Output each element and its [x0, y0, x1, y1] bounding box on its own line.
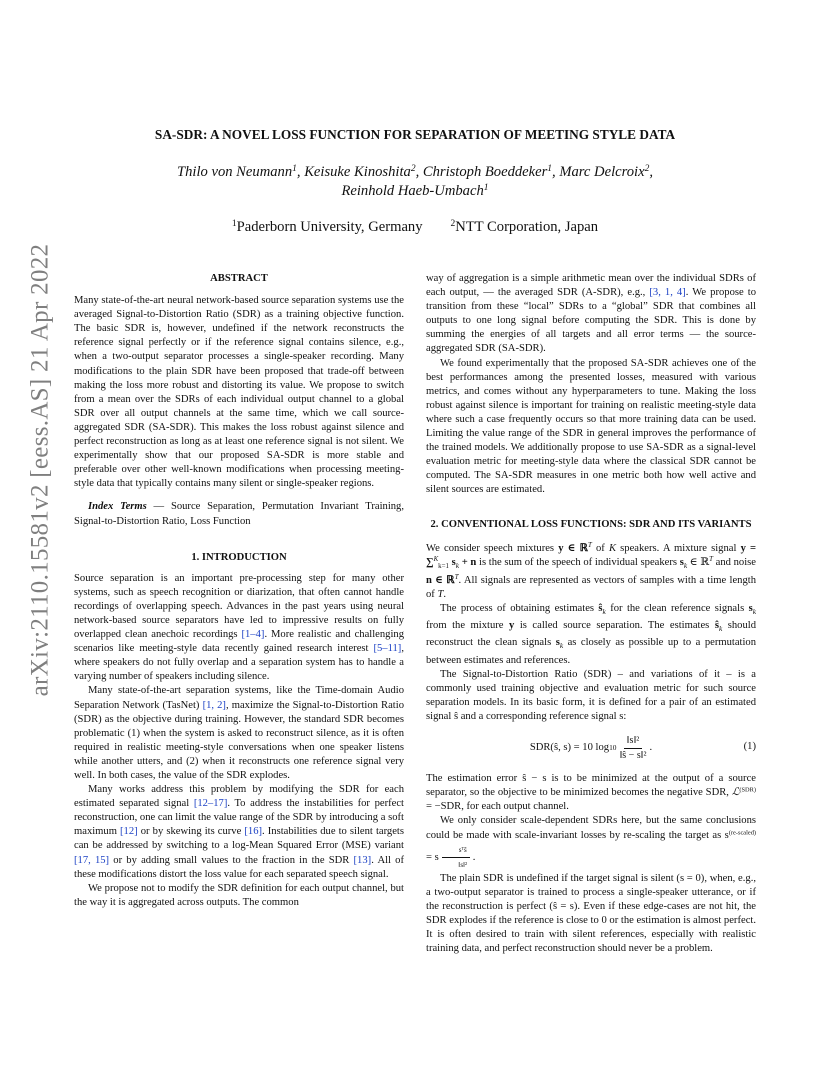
equation-lhs: SDR(ŝ, s) = 10 log — [529, 742, 610, 754]
affil-sup: 1 — [547, 163, 553, 174]
author-name: , Keisuke Kinoshita — [296, 164, 411, 180]
citation-link[interactable]: [5–11] — [373, 643, 402, 655]
affil-sup: 1 — [292, 163, 297, 174]
author-name: Reinhold Haeb-Umbach — [341, 183, 484, 199]
citation-link[interactable]: [17, 15] — [74, 854, 110, 866]
abstract-heading: ABSTRACT — [210, 273, 268, 284]
intro-heading: 1. INTRODUCTION — [191, 551, 287, 563]
affil-sup: 2 — [410, 163, 416, 174]
author-name: Thilo von Neumann — [177, 164, 293, 180]
affiliation-2: NTT Corporation, Japan — [455, 219, 599, 235]
left-column — [74, 272, 404, 910]
abstract-text: Many state-of-the-art neural network-based source separation systems use the averaged Signal-to-Distortion Ratio (SDR) as a training objective function. The basic SDR is, however, undefined if the network reconstructs the reference signal perfectly or if the reference signal contains silence, e.g., when a two-output separator processes a single-speaker recording. Many modifications to the plain SDR have been proposed that trade-off between making the loss more robust and distorting its value. We propose to switch from a mean over the SDRs of each individual output channel to a global SDR over all output channels at the same time, which we call source-aggregated SDR (SA-SDR). This makes the loss robust against silence and perfect reconstruction as long as at least one reference signal is not silent. We experimentally show that our proposed SA-SDR is more stable and preferable over other well-known modifications when processing meeting-style data that typically contains many silent or single-speaker regions. — [74, 295, 404, 490]
equation-number: (1) — [743, 741, 756, 753]
paper-title: SA-SDR: A NOVEL LOSS FUNCTION FOR SEPARATION OF MEETING STYLE DATA — [154, 127, 676, 142]
log-base: 10 — [609, 743, 617, 753]
citation-link[interactable]: [12–17] — [193, 798, 228, 810]
body-paragraph: The process of obtaining estimates $ŝ_k$ for the clean reference signals $s_k$ from the mixture y is called source separation. The estimates $ŝ_k$ should reconstruct the clean signals $s_k$ as closely as possible up to a permutation between estimates and references. — [426, 603, 757, 666]
affiliation-1: Paderborn University, Germany — [236, 219, 423, 235]
body-paragraph: The plain SDR is undefined if the target signal is silent (s = 0), when, e.g., a two-output separator is trained to process a single-speaker utterance, or if the reconstruction is perfect (ŝ = s). Even if these edge-cases are not hit, the SDR explodes if the reference is close to 0 or the estimation is almost perfect. It is often desired to train with silent references, especially with realistic training data, and perfect reconstruction should never be a problem. — [426, 872, 756, 955]
intro-paragraph: Many state-of-the-art separation systems, like the Time-domain Audio Separation Network (TasNet) [1, 2], maximize the Signal-to-Distortion Ratio (SDR) as the objective during training. However, the standard SDR becomes problematic (1) when the system is asked to reconstruct silence, as it is often required in realistic meeting-style conversations when one speaker listens while another utters, and (2) when it reconstructs one reference signal very well. In both cases, the value of the SDR explodes. — [74, 685, 404, 781]
author-sep: , — [649, 164, 653, 180]
intro-paragraph: Many works address this problem by modifying the SDR for each estimated separated signal [12–17]. To address the instabilities for perfect reconstruction, one can limit the value range of the SDR by introducing a soft maximum [12] or by skewing its curve [16]. Instabilities due to silent targets can be addressed by switching to a log-Mean Squared Error (MSE) variant [17, 15] or by adding small values to the fraction in the SDR [13]. All of these modifications distort the loss value for each separated speech signal. — [74, 784, 404, 880]
body-paragraph: The Signal-to-Distortion Ratio (SDR) – and variations of it – is a commonly used training objective and evaluation metric for such source separation models. In its basic form, it is defined for a pair of an estimated signal ŝ and a corresponding reference signal s: — [426, 668, 756, 723]
intro-paragraph: We propose not to modify the SDR definition for each output channel, but the way it is aggregated across outputs. The common — [74, 882, 404, 908]
frac-numerator: ‖s‖² — [624, 734, 643, 749]
rescale-fraction — [442, 843, 470, 872]
body-paragraph: way of aggregation is a simple arithmetic mean over the individual SDRs of each output, — the averaged SDR (A-SDR), e.g., [3, 1, 4]. We propose to transition from these “local” SDRs to a “global” SDR that combines all outputs to one long signal before computing the SDR. This is done by summing the energies of all targets and all error terms — the source-aggregated SDR (SA-SDR). — [426, 273, 756, 355]
citation-link[interactable]: [13] — [353, 854, 372, 866]
author-name: , Marc Delcroix — [552, 164, 645, 180]
index-terms — [74, 500, 404, 528]
author-list — [74, 163, 756, 201]
arxiv-stamp: arXiv:2110.15581v2 [eess.AS] 21 Apr 2022 — [26, 243, 54, 697]
affil-sup: 1 — [231, 218, 237, 229]
body-paragraph: We only consider scale-dependent SDRs here, but the same conclusions could be made with scale-invariant losses by re-scaling the target as $s^{(re-scaled)} = s$ $\frac{\text{sᵀŝ}}{\text{‖s‖²}}$ . — [426, 814, 756, 871]
affiliations — [74, 219, 756, 236]
body-paragraph: We found experimentally that the proposed SA-SDR achieves one of the best performances among the presented losses, measured with various metrics, and comes without any hyperparameters to tune. Making the loss robust against silence is important for training on realistic meeting-style data where such a case frequently occurs so that more training data can be used. Limiting the value range of the SDR in general improves the performance of the trained models. We additionally propose to use SA-SDR as a signal-level evaluation metric for meeting-style data where the classical SDR cannot be computed. The SA-SDR measures in one metric both how well active and silent sources are estimated. — [426, 357, 756, 496]
citation-link[interactable]: [12] — [120, 826, 138, 838]
index-terms-label: Index Terms — [88, 501, 147, 513]
body-paragraph: The estimation error ŝ − s is to be minimized at the output of a source separator, so the objective to be minimized becomes the negative SDR, ℒ$^{(SDR)}$ = −SDR, for each output channel. — [426, 773, 756, 813]
affil-sup: 2 — [450, 218, 456, 229]
index-terms-sep: — — [146, 501, 171, 513]
citation-link[interactable]: [16] — [244, 826, 263, 838]
intro-paragraph: Source separation is an important pre-processing step for many other systems, such as speech recognition or diarization, that often cannot handle recordings of overlapping speech. Advances in the past years using neural network-based source separators have led to impressive results on fully overlapped clean anechoic recordings [1–4]. More realistic and challenging scenarios like meeting-style data recently gained research interest [5–11], where speakers do not fully overlap and a separation system has to handle a varying number of speakers including silence. — [74, 572, 404, 683]
citation-link[interactable]: [1–4] — [241, 629, 265, 641]
right-column — [426, 272, 756, 956]
citation-link[interactable]: [1, 2] — [202, 699, 226, 711]
frac-denominator: ‖s‖² — [458, 860, 468, 869]
equation-1: SDR(ŝ, s) = 10 log 10 $\frac{\text{‖s‖²}}{\text{‖ŝ − s‖²}}$ . (1) — [426, 730, 756, 766]
frac-denominator: ‖ŝ − s‖² — [619, 749, 647, 761]
frac-numerator: sᵀŝ — [442, 843, 470, 858]
citation-link[interactable]: [3, 1, 4] — [649, 287, 686, 299]
index-terms-list: Source Separation, Permutation Invariant Training, Signal-to-Distortion Ratio, Loss Function — [74, 501, 405, 527]
body-paragraph: We consider speech mixtures y ∈ ℝ$^T$ of K speakers. A mixture signal y = ∑$^K_{k=1}$ $s_k + n$ is the sum of the speech of individual speakers $s_k$ ∈ ℝ$^T$ and noise n ∈ ℝ$^T$. All signals are represented as vectors of samples with a time length of T. — [426, 541, 757, 600]
section-2-heading: 2. CONVENTIONAL LOSS FUNCTIONS: SDR AND ITS VARIANTS — [430, 518, 752, 530]
equation-fraction — [619, 734, 646, 763]
author-name: , Christoph Boeddeker — [415, 164, 548, 180]
affil-sup: 1 — [483, 182, 489, 193]
affil-sup: 2 — [644, 163, 650, 174]
